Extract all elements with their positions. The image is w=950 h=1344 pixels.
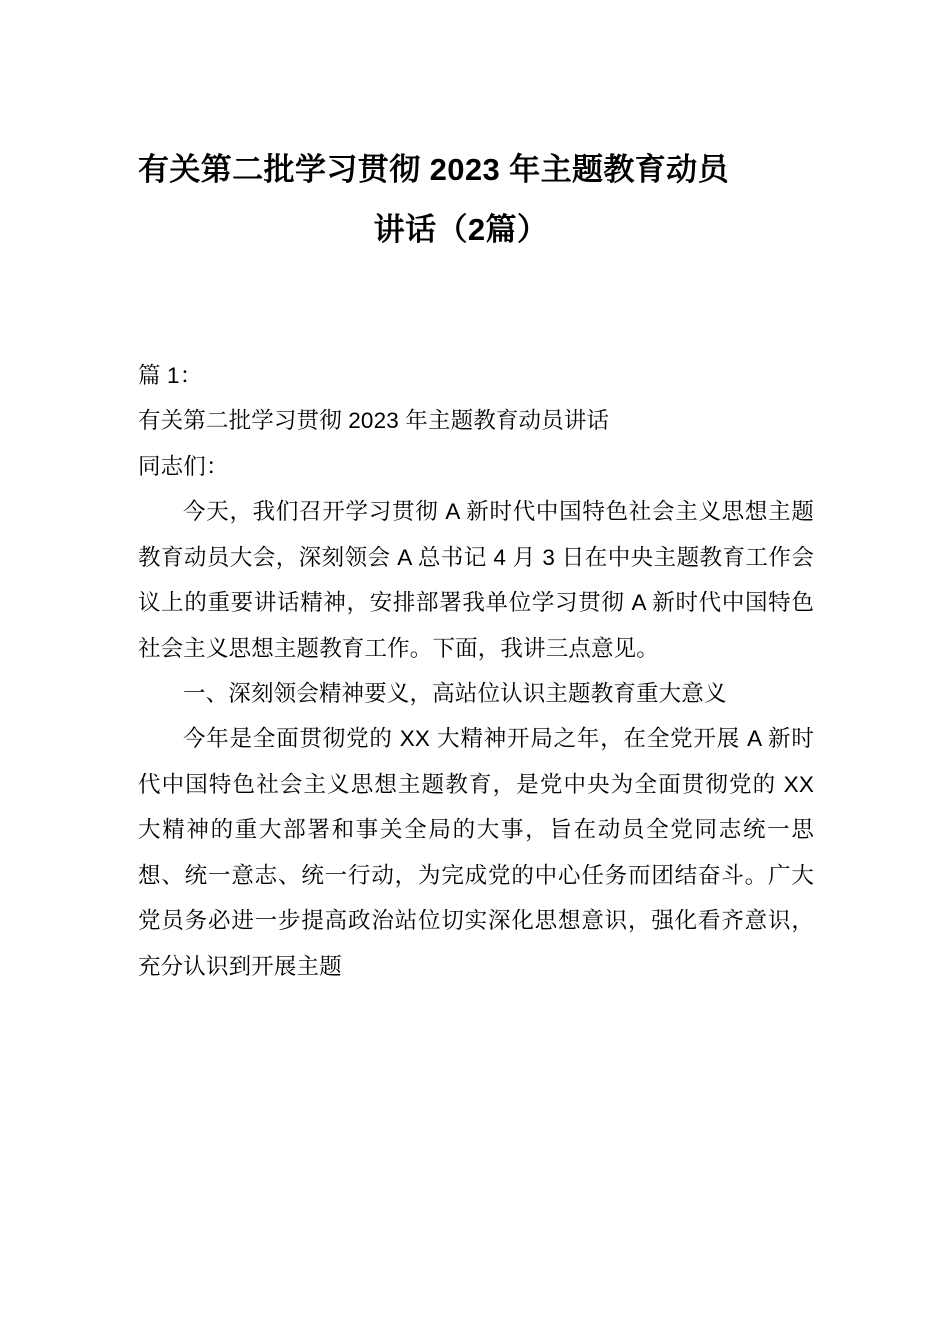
document-title-line-2: 讲话（2篇） <box>373 212 549 248</box>
paragraph-1: 今天，我们召开学习贯彻 A 新时代中国特色社会主义思想主题教育动员大会，深刻领会 A 总书记 4 月 3 日在中央主题教育工作会议上的重要讲话精神，安排部署我单位学习贯彻 A 新时代中国特色社会主义思想主题教育工作。下面，我讲三点意见。 <box>138 499 814 661</box>
document-title-line-1: 有关第二批学习贯彻 2023 年主题教育动员 <box>138 152 729 187</box>
document-content <box>138 0 814 989</box>
document-title <box>138 0 814 261</box>
paragraph-2: 今年是全面贯彻党的 XX 大精神开局之年，在全党开展 A 新时代中国特色社会主义思想主题教育，是党中央为全面贯彻党的 XX 大精神的重大部署和事关全局的大事，旨在动员全党同志统一思想、统一意志、统一行动，为完成党的中心任务而团结奋斗。广大党员务必进一步提高政治站位切实深化思想意识，强化看齐意识，充分认识到开展主题 <box>138 726 814 979</box>
document-body <box>138 353 814 989</box>
piece-label: 篇 1： <box>138 362 203 388</box>
salutation: 同志们： <box>138 453 229 479</box>
section-heading-1: 一、深刻领会精神要义，高站位认识主题教育重大意义 <box>183 680 727 706</box>
document-subtitle: 有关第二批学习贯彻 2023 年主题教育动员讲话 <box>138 408 610 434</box>
